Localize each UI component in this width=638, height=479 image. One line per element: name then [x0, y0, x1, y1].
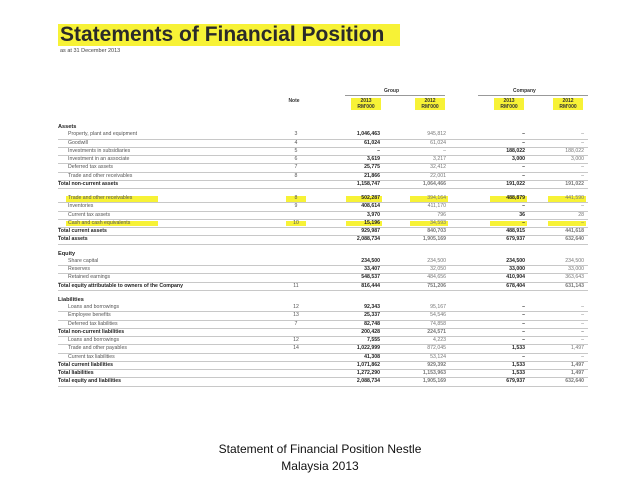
total-row [58, 378, 588, 386]
row-label: Employee benefits [68, 312, 111, 319]
note-cell: 7 [294, 164, 298, 171]
value-cell: 3,619 [367, 156, 380, 162]
value-cell: 1,064,466 [422, 180, 446, 187]
value-cell: 1,533 [512, 361, 525, 368]
value-cell: 28 [578, 211, 584, 218]
value-cell: – [522, 203, 525, 210]
value-cell: 2,088,734 [356, 378, 380, 385]
note-cell: 12 [293, 304, 299, 310]
caption-line-2: Malaysia 2013 [281, 459, 359, 473]
value-cell: 488,879 [506, 195, 525, 201]
value-cell: 234,500 [565, 257, 584, 264]
note-cell: 14 [293, 345, 299, 352]
value-cell: – [522, 328, 525, 335]
value-cell: 92,343 [364, 304, 380, 310]
col-company-2013-header [494, 98, 524, 110]
value-cell: 1,046,463 [356, 131, 380, 138]
row-label: Investment in an associate [68, 156, 130, 162]
value-cell: 945,812 [427, 131, 446, 138]
value-cell: – [581, 304, 584, 310]
value-cell: 408,614 [361, 203, 380, 210]
section-heading [58, 297, 588, 304]
value-cell: – [522, 337, 525, 343]
value-cell: 234,500 [427, 257, 446, 264]
value-cell: 1,153,963 [422, 370, 446, 376]
value-cell: 1,497 [571, 345, 584, 352]
value-cell: – [522, 139, 525, 146]
value-cell: 22,001 [430, 172, 446, 179]
note-cell: 5 [294, 147, 298, 154]
value-cell: – [522, 219, 525, 226]
table-row [58, 321, 588, 329]
table-row [58, 173, 588, 181]
note-header: Note [288, 98, 300, 104]
row-label: Total liabilities [58, 370, 94, 376]
value-cell: – [522, 304, 525, 310]
value-cell: 54,546 [430, 312, 446, 319]
value-cell: – [522, 312, 525, 319]
total-row [58, 362, 588, 370]
value-cell: 7,555 [367, 337, 380, 343]
value-cell: 751,206 [427, 282, 446, 289]
caption-line-1: Statement of Financial Position Nestle [218, 442, 422, 456]
row-label: Retained earnings [68, 274, 111, 281]
value-cell: 1,497 [571, 361, 584, 368]
value-cell: – [522, 131, 525, 138]
row-label: Trade and other receivables [68, 195, 133, 201]
value-cell: 548,537 [361, 274, 380, 281]
value-cell: 632,640 [565, 236, 584, 243]
row-label: Cash and cash equivalents [68, 219, 131, 226]
row-label: Trade and other payables [68, 345, 127, 352]
col-unit: RM'000 [559, 104, 577, 110]
value-cell: – [581, 203, 584, 210]
col-unit: RM'000 [500, 104, 518, 110]
value-cell: 36 [519, 211, 525, 218]
value-cell: 502,287 [361, 195, 380, 201]
value-cell: – [581, 164, 584, 171]
value-cell: 2,088,734 [356, 236, 380, 243]
table-row [58, 220, 588, 228]
row-label: Inventories [68, 203, 94, 210]
table-row [58, 212, 588, 220]
value-cell: 25,775 [364, 164, 380, 171]
section-label: Assets [58, 124, 77, 130]
table-row [58, 274, 588, 282]
value-cell: 1,905,169 [422, 378, 446, 385]
value-cell: 32,050 [430, 266, 446, 272]
value-cell: 4,223 [433, 337, 446, 343]
value-cell: 872,045 [427, 345, 446, 352]
statement-title: Statements of Financial Position [58, 24, 400, 46]
row-label: Total assets [58, 236, 88, 243]
row-label: Total non-current assets [58, 180, 119, 187]
row-label: Total equity attributable to owners of the Company [58, 282, 183, 289]
col-year: 2013 [360, 98, 372, 104]
note-cell: 8 [294, 195, 298, 201]
value-cell: 394,164 [427, 195, 446, 201]
value-cell: 441,618 [565, 228, 584, 234]
value-cell: 200,428 [361, 328, 380, 335]
total-row [58, 283, 588, 291]
total-row [58, 370, 588, 378]
section-heading [58, 124, 588, 131]
col-group-2013-header [351, 98, 381, 110]
row-label: Investments in subsidiaries [68, 147, 131, 154]
value-cell: 840,703 [427, 228, 446, 234]
table-row [58, 195, 588, 203]
row-label: Reserves [68, 266, 90, 272]
value-cell: 1,533 [512, 345, 525, 352]
value-cell: 488,915 [506, 228, 525, 234]
total-row [58, 329, 588, 337]
value-cell: 1,022,999 [356, 345, 380, 352]
row-label: Total equity and liabilities [58, 378, 122, 385]
row-label: Current tax assets [68, 211, 111, 218]
row-label: Total current assets [58, 228, 107, 234]
value-cell: – [581, 131, 584, 138]
col-unit: RM'000 [357, 104, 375, 110]
value-cell: 191,022 [506, 180, 525, 187]
value-cell: – [581, 139, 584, 146]
value-cell: 188,022 [506, 147, 525, 154]
value-cell: 234,500 [506, 257, 525, 264]
table-row [58, 354, 588, 362]
value-cell: 816,444 [361, 282, 380, 289]
row-label: Loans and borrowings [68, 337, 120, 343]
table-row [58, 266, 588, 274]
value-cell: 21,866 [364, 172, 380, 179]
value-cell: 61,024 [430, 139, 446, 146]
table-row [58, 164, 588, 172]
value-cell: 224,571 [427, 328, 446, 335]
note-cell: 8 [294, 172, 298, 179]
table-row [58, 312, 588, 320]
note-cell: 12 [293, 337, 299, 343]
value-cell: 33,407 [364, 266, 380, 272]
row-label: Property, plant and equipment [68, 131, 138, 138]
col-year: 2012 [424, 98, 436, 104]
value-cell: – [522, 164, 525, 171]
table-row [58, 203, 588, 211]
group-underline [345, 95, 445, 96]
col-company-2012-header [553, 98, 583, 110]
value-cell: 631,143 [565, 282, 584, 289]
value-cell: 796 [437, 211, 446, 218]
value-cell: – [377, 147, 380, 154]
table-row [58, 258, 588, 266]
note-cell: 13 [293, 312, 299, 319]
value-cell: 363,643 [565, 274, 584, 281]
col-group-2012-header [415, 98, 445, 110]
value-cell: 678,404 [506, 282, 525, 289]
value-cell: 1,272,290 [356, 370, 380, 376]
group-label: Group [384, 88, 399, 94]
value-cell: – [581, 172, 584, 179]
table-row [58, 148, 588, 156]
value-cell: 53,124 [430, 353, 446, 360]
financial-position-table [58, 124, 588, 387]
value-cell: 188,022 [565, 147, 584, 154]
note-cell: 3 [294, 131, 298, 138]
row-label: Trade and other receivables [68, 172, 133, 179]
value-cell: 3,217 [433, 156, 446, 162]
value-cell: 33,000 [568, 266, 584, 272]
value-cell: 1,533 [512, 370, 525, 376]
row-label: Total current liabilities [58, 361, 113, 368]
section-label: Equity [58, 250, 76, 257]
section-label: Liabilities [58, 296, 84, 303]
value-cell: 1,158,747 [356, 180, 380, 187]
value-cell: 1,071,862 [356, 361, 380, 368]
statement-date: as at 31 December 2013 [60, 48, 121, 54]
slide-caption [200, 441, 440, 475]
value-cell: – [581, 219, 584, 226]
value-cell: 34,593 [430, 219, 446, 226]
note-cell: 11 [293, 282, 299, 289]
value-cell: – [522, 320, 525, 327]
value-cell: 33,000 [509, 266, 525, 272]
value-cell: 234,500 [361, 257, 380, 264]
col-year: 2013 [503, 98, 515, 104]
row-label: Share capital [68, 257, 99, 264]
value-cell: 61,024 [364, 139, 380, 146]
value-cell: 3,000 [512, 156, 525, 162]
company-underline [478, 95, 588, 96]
total-row [58, 236, 588, 244]
value-cell: – [581, 320, 584, 327]
value-cell: 191,022 [565, 180, 584, 187]
row-label: Loans and borrowings [68, 304, 120, 310]
note-cell: 6 [294, 156, 298, 162]
value-cell: 484,656 [427, 274, 446, 281]
table-row [58, 337, 588, 345]
note-cell: 10 [293, 219, 299, 226]
value-cell: 3,000 [571, 156, 584, 162]
value-cell: – [443, 147, 446, 154]
value-cell: 929,987 [361, 228, 380, 234]
value-cell: 3,970 [367, 211, 380, 218]
value-cell: – [581, 353, 584, 360]
value-cell: – [522, 172, 525, 179]
total-row [58, 228, 588, 236]
table-row [58, 131, 588, 139]
value-cell: 74,858 [430, 320, 446, 327]
value-cell: 95,167 [430, 304, 446, 310]
value-cell: – [522, 353, 525, 360]
company-label: Company [513, 88, 536, 94]
row-label: Total non-current liabilities [58, 328, 125, 335]
value-cell: 15,196 [364, 219, 380, 226]
value-cell: 929,392 [427, 361, 446, 368]
note-cell: 7 [294, 320, 298, 327]
note-cell: 9 [294, 203, 298, 210]
value-cell: 679,937 [506, 236, 525, 243]
total-row [58, 181, 588, 189]
section-heading [58, 251, 588, 258]
row-label: Current tax liabilities [68, 353, 115, 360]
table-row [58, 156, 588, 164]
value-cell: 632,640 [565, 378, 584, 385]
value-cell: 32,412 [430, 164, 446, 171]
table-row [58, 345, 588, 353]
row-label: Deferred tax liabilities [68, 320, 118, 327]
value-cell: 410,904 [506, 274, 525, 281]
value-cell: 441,590 [565, 195, 584, 201]
value-cell: 1,497 [571, 370, 584, 376]
value-cell: 41,308 [364, 353, 380, 360]
table-row [58, 140, 588, 148]
value-cell: 25,337 [364, 312, 380, 319]
value-cell: 1,905,169 [422, 236, 446, 243]
value-cell: – [581, 312, 584, 319]
value-cell: 82,748 [364, 320, 380, 327]
col-year: 2012 [562, 98, 574, 104]
value-cell: 411,170 [427, 203, 446, 210]
value-cell: – [581, 337, 584, 343]
row-label: Goodwill [68, 139, 88, 146]
value-cell: – [581, 328, 584, 335]
table-row [58, 304, 588, 312]
note-cell: 4 [294, 139, 298, 146]
value-cell: 679,937 [506, 378, 525, 385]
row-label: Deferred tax assets [68, 164, 113, 171]
col-unit: RM'000 [421, 104, 439, 110]
